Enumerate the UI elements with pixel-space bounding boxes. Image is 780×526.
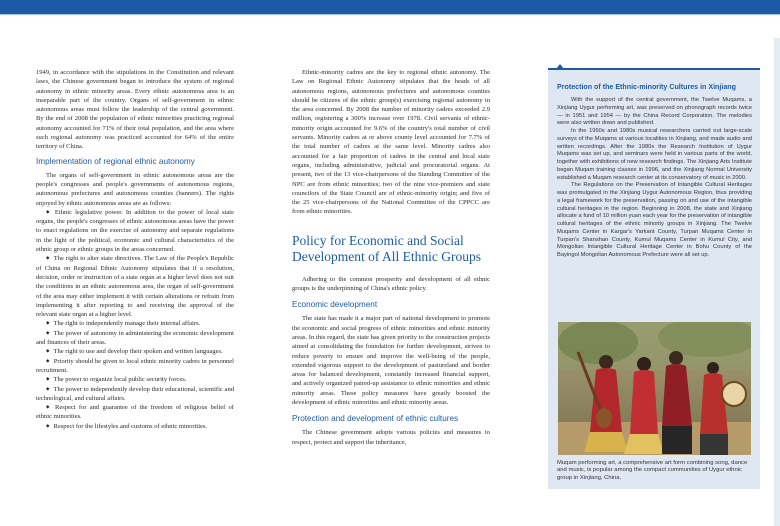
section-title bbox=[292, 233, 490, 265]
bullet-item: ◆ Priority should be given to local ethnic minority cadres in personnel recruitment. bbox=[36, 357, 234, 376]
bullet-item: ◆ The power to independently develop their educational, scientific and technological, and cultural affairs. bbox=[36, 385, 234, 404]
economic-heading: Economic development bbox=[292, 300, 378, 310]
sidebar-box bbox=[548, 68, 760, 489]
organs-paragraph: The organs of self-government in ethnic autonomous areas are the people's congresses and people's governments of autonomous regions, autonomous prefectures and autonomous counties (banners). The rights enjoyed by ethnic autonomous areas are as follows: bbox=[36, 171, 234, 207]
bullet-item: ◆ The power of autonomy in administering the economic development and finances of their areas. bbox=[36, 329, 234, 348]
intro-paragraph: 1949, in accordance with the stipulations in the Constitution and relevant laws, the Chinese government began to introduce the system of regional autonomy in ethnic minority areas. Every ethnic autonomous area is an inseparable part of the country. Organs of self-government in ethnic autonomous areas must follow the leadership of the central government. By the end of 2008 the population of ethnic minorities practicing regional autonomy accounted for 71% of their total population, and the area where such regional autonomy was practiced accounted for 64% of the entire territory of China. bbox=[36, 69, 234, 151]
sidebar-title: Protection of the Ethnic-minority Cultures in Xinjiang bbox=[557, 83, 736, 91]
sidebar-body bbox=[557, 97, 752, 260]
sidebar-paragraph: The Regulations on the Preservation of Intangible Cultural Heritages was promulgated in the Xinjiang Uygur Autonomous Region, thus providing a legal framework for the preservation, passing on and use of the intangible cultural heritages in the region. Beginning in 2008, the state and Xinjiang allocate a fund of 10 million yuan each year for the preservation of intangible cultural heritages of the ethnic minority groups in Xinjiang. The Twelve Muqams Center in Kargar's Yarkant County, Turpan Muqams Center in Turpan's Shanshan County, Kumul Muqams Center in Kumul City, and Mongolian Intangible Cultural Heritage Center in Bohu County of the Bayingol Mongolian Autonomous Prefecture were all set up. bbox=[557, 182, 752, 258]
page-top-bar bbox=[0, 0, 780, 14]
page-edge bbox=[774, 38, 780, 526]
bullet-item: ◆ Respect for and guarantee of the freedom of religious belief of ethnic minorities. bbox=[36, 403, 234, 422]
culture-paragraph: The Chinese government adopts various policies and measures to respect, protect and support the inheritance, bbox=[292, 429, 490, 446]
culture-heading: Protection and development of ethnic cultures bbox=[292, 414, 459, 424]
photo-caption: Muqam performing art, a comprehensive art form combining song, dance and music, is popular among the compact communities of Uygur ethnic group in Xinjiang, China. bbox=[557, 460, 748, 481]
sidebar-paragraph: With the support of the central government, the Twelve Muqams, a Xinjiang Uygur performing art, was preserved on phonograph records twice — in 1951 and 1954 — by the China Record Corporation. The melodies were also written down and published. bbox=[557, 97, 752, 127]
bullet-item: ◆ Respect for the lifestyles and customs of ethnic minorities. bbox=[36, 422, 234, 431]
bullet-item: ◆ The right to independently manage their internal affairs. bbox=[36, 319, 234, 328]
muqam-performance-photo bbox=[558, 322, 751, 455]
autonomy-heading: Implementation of regional ethnic autonomy bbox=[36, 156, 195, 166]
section-title-line-1: Policy for Economic and Social bbox=[292, 232, 464, 248]
sidebar-marker bbox=[556, 64, 564, 69]
sidebar-paragraph: In the 1960s and 1980s musical researchers carried out large-scale surveys of the Muqams at various localities in Xinjiang, and made audio and written recordings. After the 1980s the Research Institution of Uygur Muqams was set up, and seminars were held in various parts of the world, together with exhibitions of new research findings. The Xinjiang Arts Institute began Muqam training classes in 1996, and the Xinjiang Normal University established a Muqam research center at its conservatory of music in 2000. bbox=[557, 128, 752, 181]
economic-paragraph: The state has made it a major part of national development to promote the economic and social progress of ethnic minorities and ethnic minority areas. In this regard, the state has given priority to the construction projects aimed at consolidating the foundation for further development, striven to reduce poverty to ensure and improve the well-being of the people, extended vigorous support to the development of pastureland and border areas for balanced development, constantly increased financial support, and actively organized paired-up assistance to ethnic minorities and ethnic minority areas. These policy measures have greatly boosted the development of ethnic minorities and ethnic minority areas. bbox=[292, 315, 490, 407]
middle-column bbox=[292, 68, 490, 447]
bullet-item: ◆ The power to organize local public security forces. bbox=[36, 375, 234, 384]
section-title-line-2: Development of All Ethnic Groups bbox=[292, 248, 481, 264]
left-column bbox=[36, 68, 234, 431]
cadres-paragraph: Ethnic-minority cadres are the key to regional ethnic autonomy. The Law on Regional Ethnic Autonomy stipulates that the heads of all autonomous regions, autonomous prefectures and autonomous counties should be citizens of the ethnic group(s) exercising regional autonomy in the area concerned. By 2008 the number of minority cadres exceeded 2.9 million, registering a 300% increase over 1978. Civil servants of ethnic-minority origin accounted for 9.6% of the country's total number of civil servants. Minority cadres at or above county level accounted for 7.7% of the total number of cadres at the same level. Minority cadres also accounted for a fair proportion of cadres in the central and local state organs, including administrative, judicial and procuratorial organs. At present, two of the 13 vice-chairpersons of the Standing Committee of the NPC are from ethnic minorities; two of the nine vice-premiers and state councilors of the State Council are of ethnic-minority origin; and five of the 25 vice-chairpersons of the National Committee of the CPPCC are from ethnic minorities. bbox=[292, 69, 490, 216]
bullet-item: ◆ The right to alter state directives. The Law of the People's Republic of China on Regional Ethnic Autonomy stipulates that if a resolution, decision, order or instruction of a state organ at a higher level does not suit the conditions in an ethnic autonomous area, the organ of self-government of the area may either implement it with certain alterations or refrain from implementing it after reporting to and receiving the approval of the relevant state organ at a higher level. bbox=[36, 254, 234, 319]
bullet-item: ◆ Ethnic legislative power. In addition to the power of local state organs, the people's congresses of ethnic autonomous areas have the power to enact regulations on the exercise of autonomy and separate regulations in the light of the political, economic and cultural characteristics of the ethnic group or ethnic groups in the areas concerned. bbox=[36, 208, 234, 254]
adhering-paragraph: Adhering to the common prosperity and development of all ethnic groups is the underpinning of China's ethnic policy. bbox=[292, 275, 490, 293]
bullet-item: ◆ The right to use and develop their spoken and written languages. bbox=[36, 347, 234, 356]
